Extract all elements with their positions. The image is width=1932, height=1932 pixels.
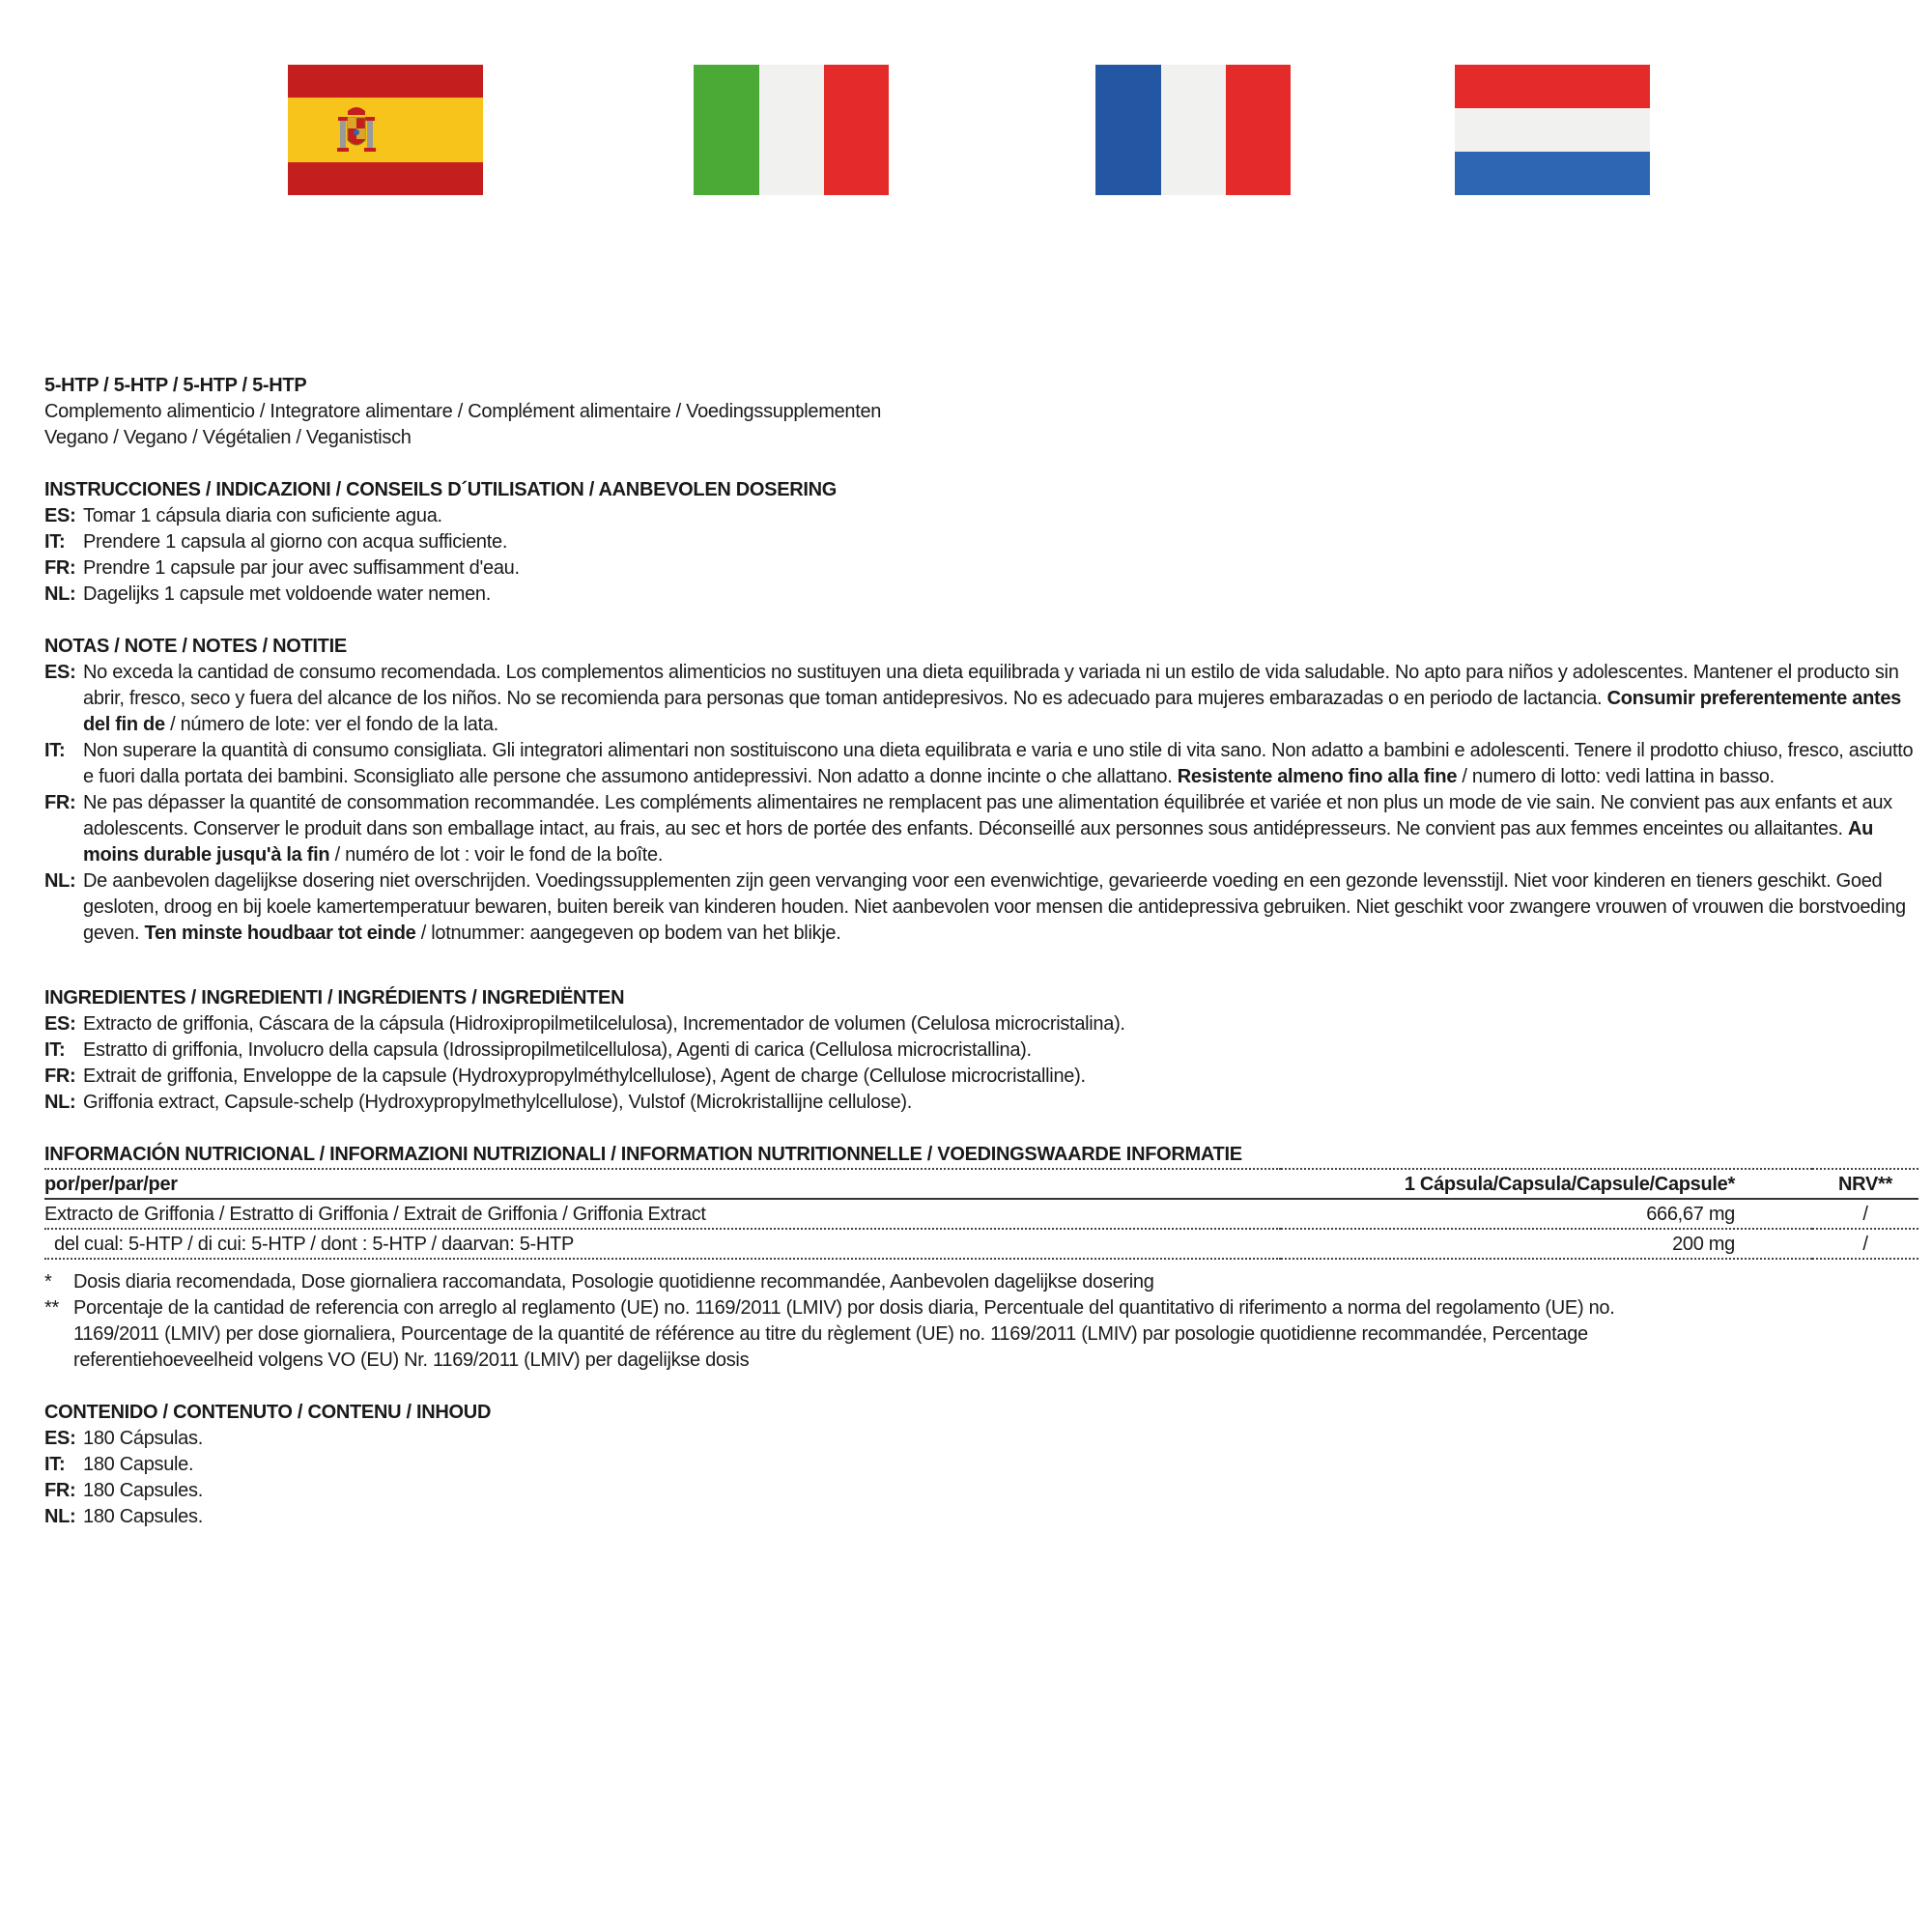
ingredients-section (44, 985, 1918, 1116)
instruction-text: Prendre 1 capsule par jour avec suffisamment d'eau. (83, 557, 520, 579)
note-body: Ne pas dépasser la quantité de consommation recommandée. Les compléments alimentaires ne remplacent pas une alimentation équilibrée et variée et non plus un mode de vie sain. Ne convient pas aux enfants et aux adolescents. Conserver le produit dans son emballage intact, au frais, au sec et hors de portée des enfants. Déconseillé aux personnes sous antidépresseurs. Ne convient pas aux femmes enceintes ou allaitantes. (83, 792, 1892, 839)
footnote-mark: ** (44, 1297, 59, 1319)
footnote-text: Porcentaje de la cantidad de referencia con arreglo al reglamento (UE) no. 1169/2011 (LMIV) por dosis diaria, Percentuale del quantitativo di riferimento a norma del regolamento (UE) no. 1169/2011 (LMIV) per dose giornaliera, Pourcentage de la quantité de référence au titre du règlement (UE) no. 1169/2011 (LMIV) par posologie quotidienne recommandée, Percentage referentiehoeveelheid volgens VO (EU) Nr. 1169/2011 (LMIV) per dagelijkse dosis (73, 1297, 1615, 1371)
note-text (83, 868, 1918, 947)
note-lot: / numéro de lot : voir le fond de la boîte. (334, 844, 664, 866)
note-row-it (44, 738, 1918, 790)
contents-section (44, 1400, 1918, 1530)
flags-row (0, 0, 1932, 203)
nutrition-header-serving: 1 Cápsula/Capsula/Capsule/Capsule* (1281, 1169, 1812, 1199)
table-row (44, 1229, 1918, 1259)
notes-heading: NOTAS / NOTE / NOTES / NOTITIE (44, 636, 347, 657)
lang-code: NL: (44, 1092, 76, 1113)
france-flag (1095, 65, 1291, 195)
note-body: Non superare la quantità di consumo consigliata. Gli integratori alimentari non sostituiscono una dieta equilibrata e varia e uno stile di vita sano. Non adatto a bambini e adolescenti. Tenere il prodotto chiuso, fresco, asciutto e fuori dalla portata dei bambini. Sconsigliato alle persone che assumono antidepressivi. Non adatto a donne incinte o che allattano. (83, 740, 1914, 787)
lang-code: IT: (44, 1454, 66, 1475)
nutrition-header-nrv: NRV** (1812, 1169, 1918, 1199)
note-row-nl (44, 868, 1918, 947)
ingredient-text: Extrait de griffonia, Enveloppe de la capsule (Hydroxypropylméthylcellulose), Agent de charge (Cellulose microcristalline). (83, 1065, 1086, 1087)
netherlands-flag (1455, 65, 1650, 195)
instruction-text: Dagelijks 1 capsule met voldoende water nemen. (83, 583, 492, 605)
france-flag-icon (1095, 65, 1291, 195)
product-info (44, 373, 1918, 451)
note-text (83, 790, 1918, 868)
ingredients-heading: INGREDIENTES / INGREDIENTI / INGRÉDIENTS / INGREDIËNTEN (44, 987, 625, 1009)
ingredient-text: Estratto di griffonia, Involucro della capsula (Idrossipropilmetilcellulosa), Agenti di carica (Cellulosa microcristallina). (83, 1039, 1032, 1061)
instruction-text: Tomar 1 cápsula diaria con suficiente agua. (83, 505, 442, 526)
note-lot: / numero di lotto: vedi lattina in basso. (1462, 766, 1775, 787)
lang-code: FR: (44, 792, 76, 813)
lang-code: NL: (44, 583, 76, 605)
contents-row-nl (44, 1504, 1918, 1530)
lang-code: FR: (44, 1065, 76, 1087)
ingredient-row-fr (44, 1064, 1918, 1090)
nutrient-amount: 200 mg (1281, 1229, 1812, 1259)
lang-code: FR: (44, 557, 76, 579)
table-row (44, 1199, 1918, 1229)
lang-code: IT: (44, 740, 66, 761)
contents-text: 180 Capsule. (83, 1454, 194, 1475)
ingredient-row-es (44, 1011, 1918, 1037)
contents-text: 180 Cápsulas. (83, 1428, 203, 1449)
note-best-before: Consumir preferentemente antes del fin de (83, 688, 1901, 735)
nutrition-table-header (44, 1169, 1918, 1199)
italy-flag (694, 65, 889, 195)
note-row-es (44, 660, 1918, 738)
nutrient-nrv: / (1812, 1199, 1918, 1229)
label-text (44, 373, 1918, 1556)
lang-code: IT: (44, 531, 66, 553)
lang-code: NL: (44, 870, 76, 892)
instruction-row-nl (44, 582, 1918, 608)
lang-code: IT: (44, 1039, 66, 1061)
note-body: De aanbevolen dagelijkse dosering niet overschrijden. Voedingssupplementen zijn geen vervanging voor een evenwichtige, gevarieerde voeding en een gezonde levensstijl. Niet voor kinderen en tieners geschikt. Goed gesloten, droog en bij koele kamertemperatuur bewaren, buiten bereik van kinderen houden. Niet aanbevolen voor mensen die antidepressiva gebruiken. Niet geschikt voor zwangere vrouwen of vrouwen die borstvoeding geven. (83, 870, 1906, 944)
product-title: 5-HTP / 5-HTP / 5-HTP / 5-HTP (44, 375, 307, 396)
contents-row-es (44, 1426, 1918, 1452)
contents-heading: CONTENIDO / CONTENUTO / CONTENU / INHOUD (44, 1402, 492, 1423)
instructions-section (44, 477, 1918, 608)
spain-flag-icon (288, 65, 483, 195)
note-best-before: Au moins durable jusqu'à la fin (83, 818, 1874, 866)
nutrient-nrv: / (1812, 1229, 1918, 1259)
instruction-row-es (44, 503, 1918, 529)
nutrition-section (44, 1142, 1918, 1374)
contents-row-it (44, 1452, 1918, 1478)
ingredient-row-it (44, 1037, 1918, 1064)
lang-code: FR: (44, 1480, 76, 1501)
contents-text: 180 Capsules. (83, 1506, 203, 1527)
nutrient-name: del cual: 5-HTP / di cui: 5-HTP / dont : 5-HTP / daarvan: 5-HTP (44, 1229, 1281, 1259)
footnote (44, 1269, 1918, 1295)
lang-code: NL: (44, 1506, 76, 1527)
note-best-before: Resistente almeno fino alla fine (1177, 766, 1458, 787)
instruction-row-it (44, 529, 1918, 555)
ingredient-text: Griffonia extract, Capsule-schelp (Hydroxypropylmethylcellulose), Vulstof (Microkristallijne cellulose). (83, 1092, 913, 1113)
footnote (44, 1295, 1918, 1374)
italy-flag-icon (694, 65, 889, 195)
product-category: Complemento alimenticio / Integratore alimentare / Complément alimentaire / Voedingssupplementen (44, 401, 882, 422)
note-row-fr (44, 790, 1918, 868)
lang-code: ES: (44, 1428, 76, 1449)
nutrient-amount: 666,67 mg (1281, 1199, 1812, 1229)
note-text (83, 660, 1918, 738)
ingredient-text: Extracto de griffonia, Cáscara de la cápsula (Hidroxipropilmetilcelulosa), Incrementador de volumen (Celulosa microcristalina). (83, 1013, 1125, 1035)
instructions-heading: INSTRUCCIONES / INDICAZIONI / CONSEILS D´UTILISATION / AANBEVOLEN DOSERING (44, 479, 838, 500)
footnote-text: Dosis diaria recomendada, Dose giornaliera raccomandata, Posologie quotidienne recommandée, Aanbevolen dagelijkse dosering (73, 1271, 1154, 1293)
nutrient-name: Extracto de Griffonia / Estratto di Griffonia / Extrait de Griffonia / Griffonia Extract (44, 1199, 1281, 1229)
contents-text: 180 Capsules. (83, 1480, 203, 1501)
nutrition-header-per: por/per/par/per (44, 1169, 1281, 1199)
footnote-mark: * (44, 1271, 52, 1293)
instruction-row-fr (44, 555, 1918, 582)
lang-code: ES: (44, 662, 76, 683)
instruction-text: Prendere 1 capsula al giorno con acqua sufficiente. (83, 531, 508, 553)
ingredient-row-nl (44, 1090, 1918, 1116)
lang-code: ES: (44, 505, 76, 526)
lang-code: ES: (44, 1013, 76, 1035)
note-lot: / número de lote: ver el fondo de la lata. (170, 714, 498, 735)
nutrition-footnotes (44, 1269, 1918, 1374)
note-body: No exceda la cantidad de consumo recomendada. Los complementos alimenticios no sustituyen una dieta equilibrada y variada ni un estilo de vida saludable. No apto para niños y adolescentes. Mantener el producto sin abrir, fresco, seco y fuera del alcance de los niños. No se recomienda para personas que toman antidepresivos. No es adecuado para mujeres embarazadas o en periodo de lactancia. (83, 662, 1899, 709)
spain-flag (288, 65, 483, 195)
note-text (83, 738, 1918, 790)
product-diet: Vegano / Vegano / Végétalien / Veganistisch (44, 427, 412, 448)
notes-section (44, 634, 1918, 947)
note-lot: / lotnummer: aangegeven op bodem van het blikje. (420, 923, 841, 944)
nutrition-table (44, 1168, 1918, 1260)
netherlands-flag-icon (1455, 65, 1650, 195)
note-best-before: Ten minste houdbaar tot einde (144, 923, 416, 944)
nutrition-heading: INFORMACIÓN NUTRICIONAL / INFORMAZIONI NUTRIZIONALI / INFORMATION NUTRITIONNELLE / VOEDINGSWAARDE INFORMATIE (44, 1144, 1242, 1165)
contents-row-fr (44, 1478, 1918, 1504)
